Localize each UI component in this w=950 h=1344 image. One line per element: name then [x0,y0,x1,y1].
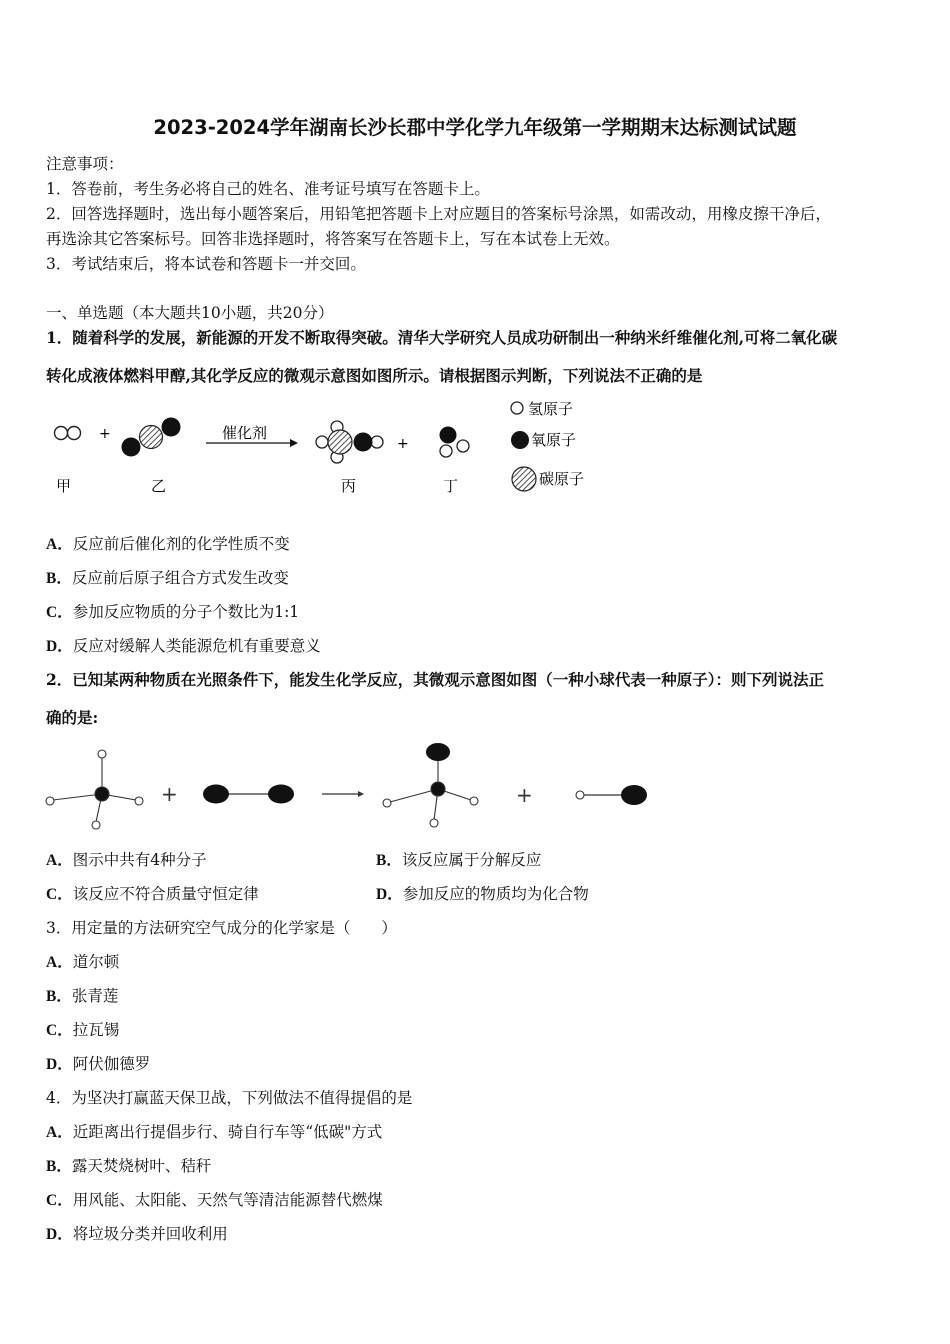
q1-option-d[interactable]: D．反应对缓解人类能源危机有重要意义 [46,637,321,655]
legend-oxygen [511,431,576,449]
question-2-stem-cont: 确的是: [46,708,99,727]
q2-option-d[interactable]: D．参加反应的物质均为化合物 [376,885,589,903]
catalyst-label: 催化剂 [222,424,268,442]
q3-option-c[interactable]: C．拉瓦锡 [46,1021,120,1039]
q1-option-c[interactable]: C．参加反应物质的分子个数比为1:1 [46,603,300,621]
legend-hydrogen [511,400,573,418]
notice-item: 再选涂其它答案标号。回答非选择题时，将答案写在答题卡上，写在本试卷上无效。 [46,230,620,248]
notice-item: 3．考试结束后，将本试卷和答题卡一并交回。 [46,255,366,273]
question-2-stem: 2．已知某两种物质在光照条件下，能发生化学反应，其微观示意图如图（一种小球代表一种原子）：则下列说法正 [46,670,825,689]
svg-text:碳原子: 碳原子 [539,470,585,488]
water-molecule-ding [440,427,470,458]
q2-option-c[interactable]: C．该反应不符合质量守恒定律 [46,885,259,903]
question-2-figure [40,738,660,834]
question-3-stem: 3．用定量的方法研究空气成分的化学家是（ ） [46,919,397,937]
plus-sign: + [397,436,409,452]
q1-option-b[interactable]: B．反应前后原子组合方式发生改变 [46,569,289,587]
reaction-arrow [322,791,364,797]
q3-option-d[interactable]: D．阿伏伽德罗 [46,1055,151,1073]
question-1-stem-cont: 转化成液体燃料甲醇,其化学反应的微观示意图如图所示。请根据图示判断，下列说法不正确的是 [46,366,703,385]
label-jia: 甲 [56,477,72,495]
plus-sign: + [161,782,178,806]
product-molecule-1 [383,743,478,827]
q4-option-d[interactable]: D．将垃圾分类并回收利用 [46,1225,228,1243]
svg-text:氧原子: 氧原子 [531,431,577,449]
notice-item: 1．答卷前，考生务必将自己的姓名、准考证号填写在答题卡上。 [46,180,490,198]
label-ding: 丁 [443,477,459,495]
hydrogen-molecule-jia [55,427,81,440]
q4-option-c[interactable]: C．用风能、太阳能、天然气等清洁能源替代燃煤 [46,1191,383,1209]
reactant-molecule-1 [46,750,143,829]
question-4-stem: 4．为坚决打赢蓝天保卫战，下列做法不值得提倡的是 [46,1089,413,1107]
q4-option-a[interactable]: A．近距离出行提倡步行、骑自行车等“低碳"方式 [46,1123,383,1141]
q1-option-a[interactable]: A．反应前后催化剂的化学性质不变 [46,535,290,553]
notice-item: 2．回答选择题时，选出每小题答案后，用铅笔把答题卡上对应题目的答案标号涂黑，如需改动，用橡皮擦干净后， [46,205,831,223]
notice-heading: 注意事项： [46,155,124,173]
q2-option-a[interactable]: A．图示中共有4种分子 [46,851,207,869]
q2-option-b[interactable]: B．该反应属于分解反应 [376,851,542,869]
label-yi: 乙 [151,477,167,495]
label-bing: 丙 [341,477,357,495]
plus-sign: + [516,783,533,807]
q3-option-b[interactable]: B．张青莲 [46,987,119,1005]
svg-text:氢原子: 氢原子 [528,400,574,418]
q3-option-a[interactable]: A．道尔顿 [46,953,120,971]
product-molecule-2 [576,785,647,805]
question-1-stem: 1．随着科学的发展，新能源的开发不断取得突破。清华大学研究人员成功研制出一种纳米纤维催化剂,可将二氧化碳 [46,328,838,347]
methanol-molecule-bing [316,421,383,463]
carbon-dioxide-molecule-yi [122,418,181,457]
reactant-molecule-2 [203,785,294,804]
legend-carbon [512,467,584,491]
page-title: 2023-2024学年湖南长沙长郡中学化学九年级第一学期期末达标测试试题 [153,116,797,139]
q4-option-b[interactable]: B．露天焚烧树叶、秸秆 [46,1157,212,1175]
plus-sign: + [99,426,111,442]
question-1-figure [40,390,620,510]
section-heading: 一、单选题（本大题共10小题，共20分） [46,304,334,322]
